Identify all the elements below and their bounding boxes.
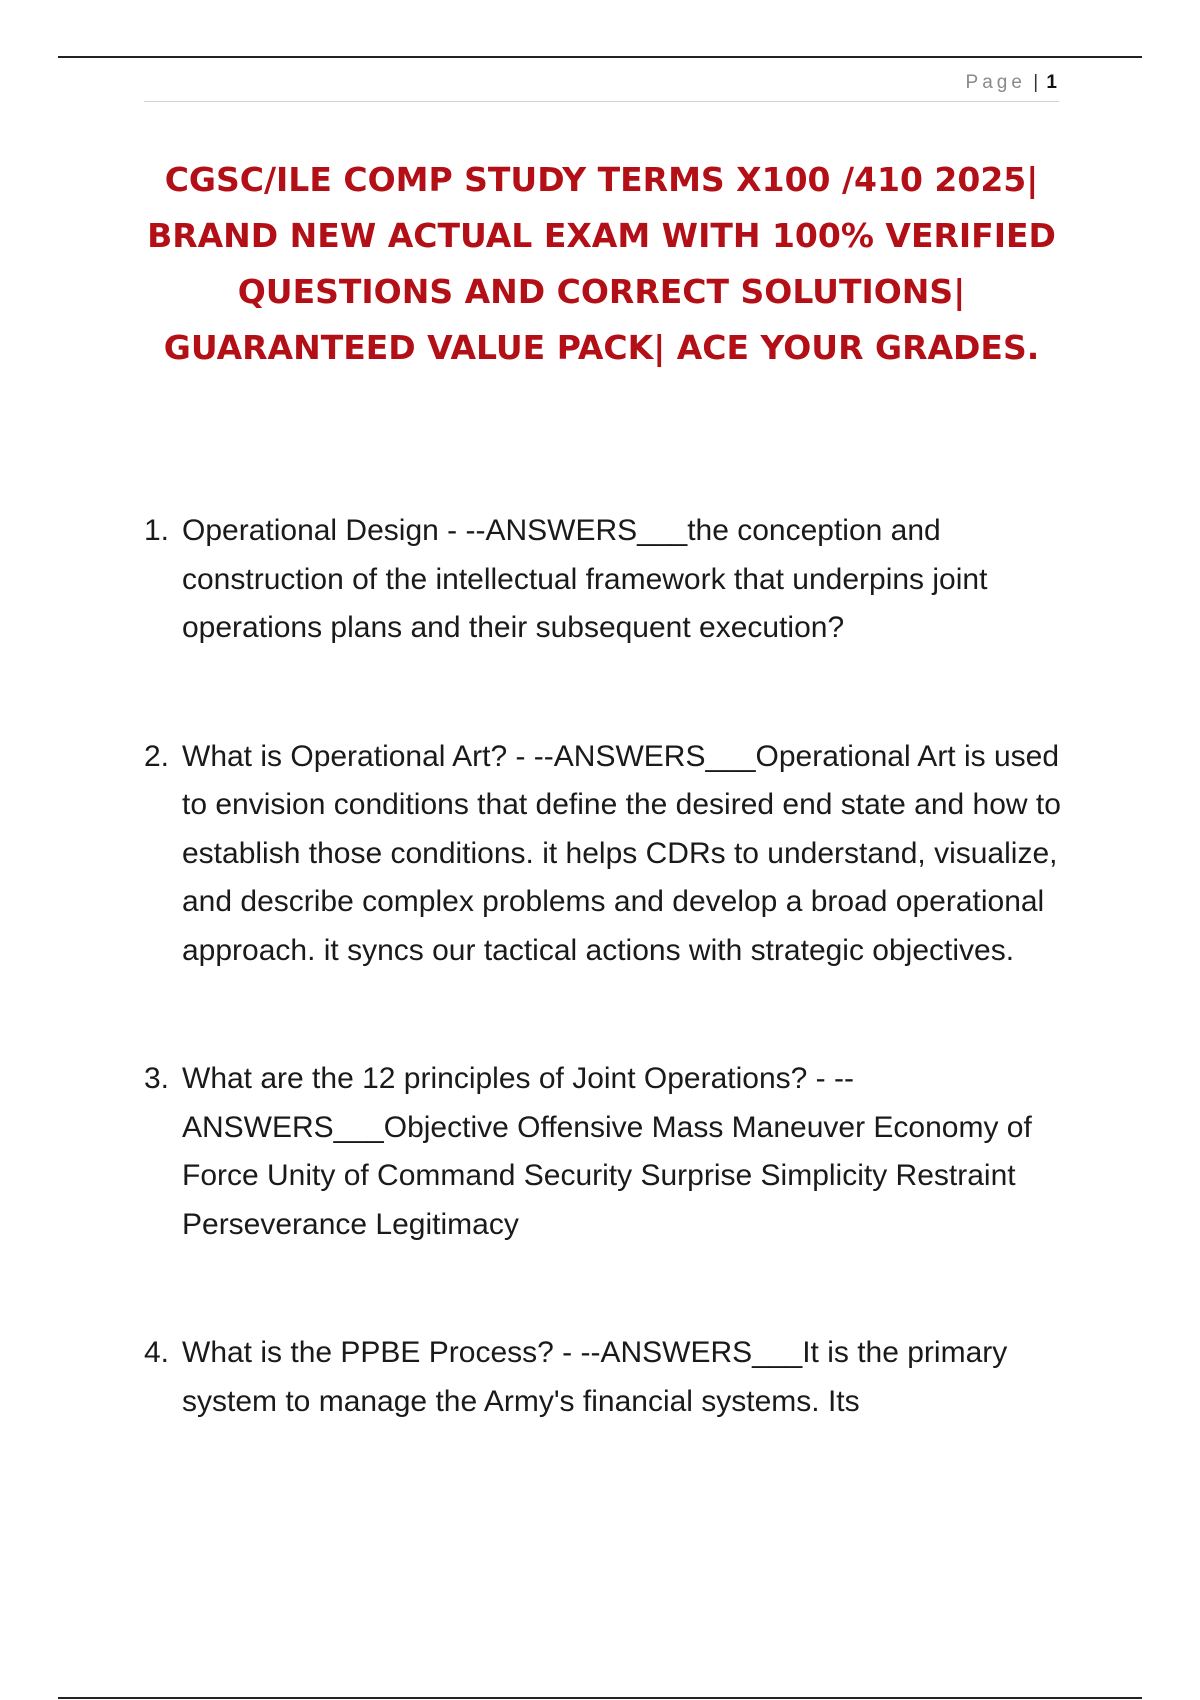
question-number: 3. xyxy=(144,1062,170,1095)
page-number-indicator xyxy=(966,72,1057,94)
question-number: 4. xyxy=(144,1336,170,1369)
question-number: 1. xyxy=(144,514,170,547)
question-number: 2. xyxy=(144,739,170,773)
page-label: Page xyxy=(965,72,1026,93)
question-text: What is the PPBE Process? - --ANSWERS___It is the primary system to manage the Army's financial systems. Its xyxy=(182,1336,1008,1418)
question-text: What are the 12 principles of Joint Operations? - --ANSWERS___Objective Offensive Mass Maneuver Economy of Force Unity of Command Security Surprise Simplicity Restraint Perseverance Legitimacy xyxy=(182,1062,1032,1241)
question-text: Operational Design - --ANSWERS___the conception and construction of the intellectual framework that underpins joint operations plans and their subsequent execution? xyxy=(182,514,988,644)
bottom-border-line xyxy=(58,1697,1142,1699)
question-item xyxy=(144,1329,1074,1426)
document-title: CGSC/ILE COMP STUDY TERMS X100 /410 2025| BRAND NEW ACTUAL EXAM WITH 100% VERIFIED QUESTIONS AND CORRECT SOLUTIONS| GUARANTEED VALUE PACK| ACE YOUR GRADES. xyxy=(147,160,1056,367)
page-separator: | xyxy=(1033,72,1039,93)
question-text: What is Operational Art? - --ANSWERS___Operational Art is used to envision conditions that define the desired end state and how to establish those conditions. it helps CDRs to understand, visualize, and describe complex problems and develop a broad operational approach. it syncs our tactical actions with strategic objectives. xyxy=(182,739,1061,967)
page-number: 1 xyxy=(1046,72,1057,93)
top-border-line xyxy=(58,56,1142,58)
question-item xyxy=(144,733,1074,976)
page-header xyxy=(144,70,1059,102)
question-list xyxy=(144,507,1074,1426)
question-item xyxy=(144,1055,1074,1249)
question-item xyxy=(144,507,1074,653)
